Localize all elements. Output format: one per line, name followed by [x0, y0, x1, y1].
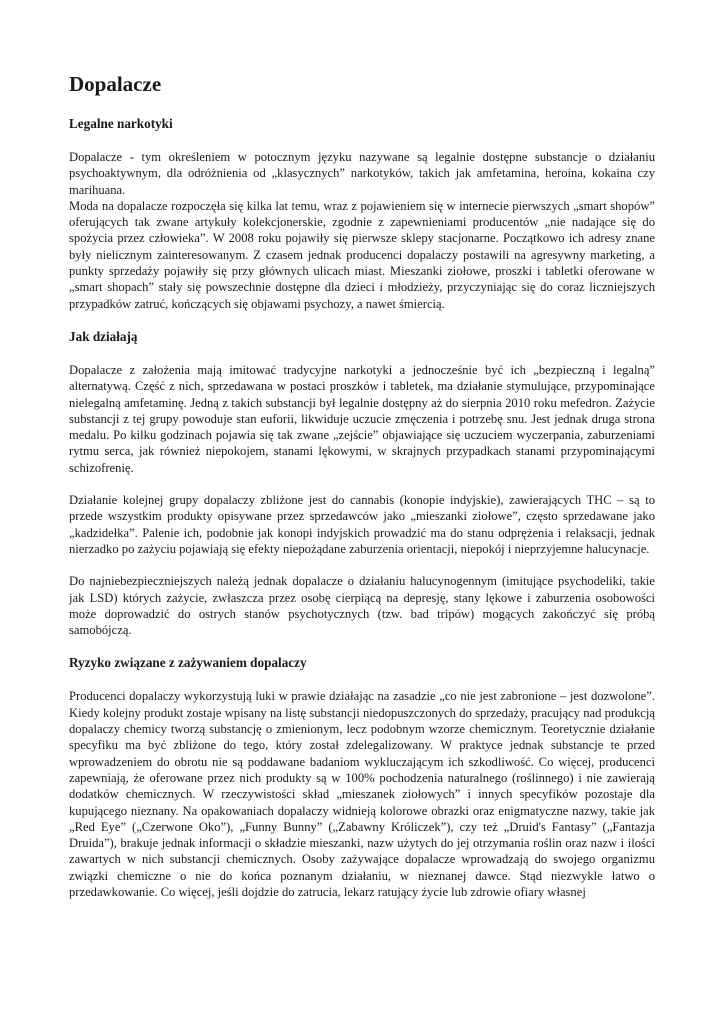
paragraph-hallucinogens: Do najniebezpieczniejszych należą jednak dopalacze o działaniu halucynogennym (imitujące psychodeliki, takie jak LSD) których zażycie, zwłaszcza przez osobę cierpiącą na depresję, stany lękowe i zaburzenia osobowości może doprowadzić do ostrych stanów psychotycznych (tzw. bad tripów) mogących zakończyć się próbą samobójczą.	[69, 574, 655, 638]
section-heading-jak-dzialaja: Jak działają	[69, 328, 138, 344]
paragraph-definition: Dopalacze - tym określeniem w potocznym języku nazywane są legalnie dostępne substancje o działaniu psychoaktywnym, dla odróżnienia od „klasycznych” narkotyków, takich jak amfetamina, heroina, kokaina czy marihuana.	[69, 150, 655, 197]
section-heading-legalne-narkotyki: Legalne narkotyki	[69, 116, 173, 131]
paragraph-cannabis-like: Działanie kolejnej grupy dopalaczy zbliżone jest do cannabis (konopie indyjskie), zawierających THC – są to przede wszystkim produkty opisywane przez sprzedawców jako „mieszanki ziołowe”, często sprzedawane jako „kadzidełka”. Palenie ich, podobnie jak konopi indyjskich prowadzić ma do stanu odprężenia i relaksacji, jednak nierzadko po zażyciu pojawiają się efekty niepożądane zaburzenia orientacji, niepokój i nieprzyjemne halucynacje.	[69, 493, 655, 556]
document-title: Dopalacze	[69, 72, 162, 96]
paragraph-stimulants: Dopalacze z założenia mają imitować tradycyjne narkotyki a jednocześnie być ich „bezpieczną i legalną” alternatywą. Część z nich, sprzedawana w postaci proszków i tabletek, ma działanie stymulujące, przypominające nielegalną amfetaminę. Jedną z takich substancji był legalnie dostępny aż do sierpnia 2010 roku mefedron. Zażycie substancji z tej grupy powoduje stan euforii, likwiduje uczucie zmęczenia i potrzebę snu. Jest jednak druga strona medalu. Po kilku godzinach pojawia się tak zwane „zejście” objawiające się uczuciem wyczerpania, zaburzeniami rytmu serca, jak również niepokojem, stanami lękowymi, w skrajnych przypadkach stanami przypominającymi schizofrenię.	[69, 362, 655, 475]
section-heading-ryzyko: Ryzyko związane z zażywaniem dopalaczy	[69, 655, 307, 671]
paragraph-history: Moda na dopalacze rozpoczęła się kilka lat temu, wraz z pojawieniem się w internecie pierwszych „smart shopów” oferujących tak zwane artykuły kolekcjonerskie, zgodnie z zapewnieniami producentów „nie nadające się do spożycia przez człowieka”. W 2008 roku pojawiły się pierwsze sklepy stacjonarne. Początkowo ich adresy znane były nielicznym zainteresowanym. Z czasem jednak producenci dopalaczy postawili na agresywny marketing, a punkty sprzedaży pojawiły się przy głównych ulicach miast. Mieszanki ziołowe, proszki i tabletki oferowane w „smart shopach” stały się powszechnie dostępne dla dzieci i młodzieży, przyczyniając się do coraz liczniejszych przypadków zatruć, kończących się objawami psychozy, a nawet śmiercią.	[69, 198, 655, 311]
document-page	[69, 70, 655, 916]
paragraph-risks: Producenci dopalaczy wykorzystują luki w prawie działając na zasadzie „co nie jest zabronione – jest dozwolone”. Kiedy kolejny produkt zostaje wpisany na listę substancji niedopuszczonych do sprzedaży, pracujący nad produkcją dopalaczy chemicy tworzą substancję o zmienionym, lecz podobnym wzorze chemicznym. Teoretycznie działanie specyfiku ma być zbliżone do tego, który został zdelegalizowany. W praktyce jednak substancje te przed wprowadzeniem do obrotu nie są poddawane badaniom wykluczającym ich szkodliwość. Co więcej, producenci zapewniają, że oferowane przez nich produkty są w 100% pochodzenia naturalnego (roślinnego) i nie zawierają dodatków chemicznych. W rzeczywistości skład „mieszanek ziołowych” i innych specyfików pozostaje dla kupującego nieznany. Na opakowaniach dopalaczy widnieją kolorowe obrazki oraz enigmatyczne nazwy, takie jak „Red Eye” („Czerwone Oko”), „Funny Bunny” („Zabawny Króliczek”), czy też „Druid's Fantasy” („Fantazja Druida”), brakuje jednak informacji o składzie mieszanki, nazw użytych do jej otrzymania roślin oraz nazw i ilości zawartych w nich substancji chemicznych. Osoby zażywające dopalacze wprowadzają do swojego organizmu związki chemiczne o nie do końca poznanym działaniu, w nieznanej dawce. Stąd niezwykle łatwo o przedawkowanie. Co więcej, jeśli dojdzie do zatrucia, lekarz ratujący życie lub zdrowie ofiary własnej	[69, 689, 655, 899]
